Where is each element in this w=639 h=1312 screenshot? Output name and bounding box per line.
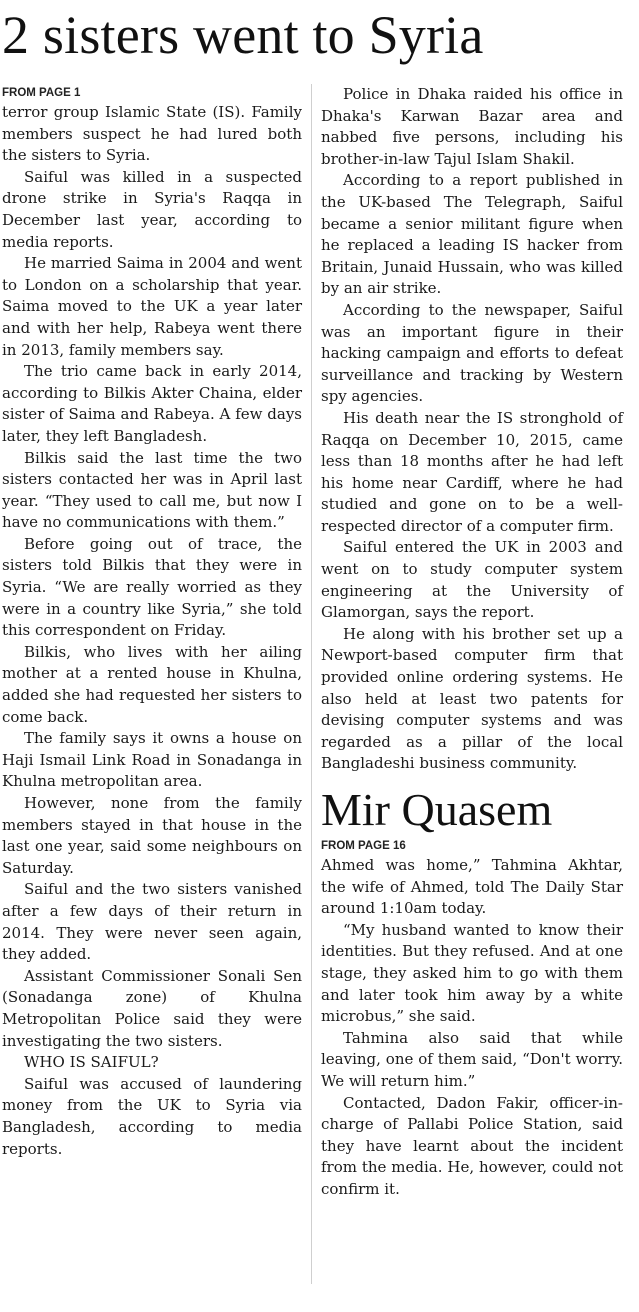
paragraph: Saiful entered the UK in 2003 and went on to study computer system engineering at the University of Glamorgan, says the report. (321, 538, 623, 622)
paragraph: “My husband wanted to know their identities. But they refused. And at one stage, they asked him to go with them and later took him away by a white microbus,” she said. (321, 920, 623, 1026)
paragraph: The family says it owns a house on Haji Ismail Link Road in Sonadanga in Khulna metropolitan area. (2, 729, 302, 791)
paragraph: terror group Islamic State (IS). Family members suspect he had lured both the sisters to Syria. (2, 103, 302, 165)
paragraph: Saiful and the two sisters vanished after a few days of their return in 2014. They were never seen again, they added. (2, 880, 302, 964)
second-story-kicker: FROM PAGE 16 (321, 840, 406, 852)
paragraph: His death near the IS stronghold of Raqqa on December 10, 2015, came less than 18 months after he had left his home near Cardiff, where he had studied and gone on to be a well-respected director of a computer firm. (321, 408, 623, 535)
paragraph: He along with his brother set up a Newport-based computer firm that provided online ordering systems. He also held at least two patents for devising computer systems and was regarded as a pillar of the local Bangladeshi business community. (321, 624, 623, 773)
paragraph: Tahmina also said that while leaving, one of them said, “Don't worry. We will return him.” (321, 1028, 623, 1090)
left-column (2, 84, 302, 1160)
paragraph: Ahmed was home,” Tahmina Akhtar, the wife of Ahmed, told The Daily Star around 1:10am today. (321, 856, 623, 918)
paragraph: Before going out of trace, the sisters told Bilkis that they were in Syria. “We are really worried as they were in a country like Syria,” she told this correspondent on Friday. (2, 534, 302, 640)
paragraph: Saiful was killed in a suspected drone strike in Syria's Raqqa in December last year, according to media reports. (2, 167, 302, 251)
paragraph: Police in Dhaka raided his office in Dhaka's Karwan Bazar area and nabbed five persons, including his brother-in-law Tajul Islam Shakil. (321, 85, 623, 168)
paragraph: According to a report published in the UK-based The Telegraph, Saiful became a senior militant figure when he replaced a leading IS hacker from Britain, Junaid Hussain, who was killed by an air strike. (321, 171, 623, 298)
paragraph: According to the newspaper, Saiful was an important figure in their hacking campaign and efforts to defeat surveillance and tracking by Western spy agencies. (321, 300, 623, 406)
paragraph: Bilkis, who lives with her ailing mother at a rented house in Khulna, added she had requested her sisters to come back. (2, 642, 302, 726)
paragraph: Saiful was accused of laundering money from the UK to Syria via Bangladesh, according to media reports. (2, 1074, 302, 1158)
section-subhead: WHO IS SAIFUL? (24, 1053, 159, 1072)
paragraph: Contacted, Dadon Fakir, officer-in-charge of Pallabi Police Station, said they have learnt about the incident from the media. He, however, could not confirm it. (321, 1093, 623, 1198)
column-divider (311, 84, 312, 1284)
paragraph: He married Saima in 2004 and went to London on a scholarship that year. Saima moved to the UK a year later and with her help, Rabeya went there in 2013, family members say. (2, 254, 302, 359)
paragraph: Assistant Commissioner Sonali Sen (Sonadanga zone) of Khulna Metropolitan Police said they were investigating the two sisters. (2, 966, 302, 1050)
paragraph: Bilkis said the last time the two sisters contacted her was in April last year. “They used to call me, but now I have no communications with them.” (2, 448, 302, 532)
second-story-headline: Mir Quasem (321, 784, 553, 835)
continuation-kicker: FROM PAGE 1 (2, 87, 81, 99)
headline: 2 sisters went to Syria (2, 5, 484, 65)
right-column (321, 84, 623, 1201)
paragraph: The trio came back in early 2014, according to Bilkis Akter Chaina, elder sister of Saima and Rabeya. A few days later, they left Bangladesh. (2, 362, 302, 445)
paragraph: However, none from the family members stayed in that house in the last one year, said some neighbours on Saturday. (2, 794, 302, 877)
